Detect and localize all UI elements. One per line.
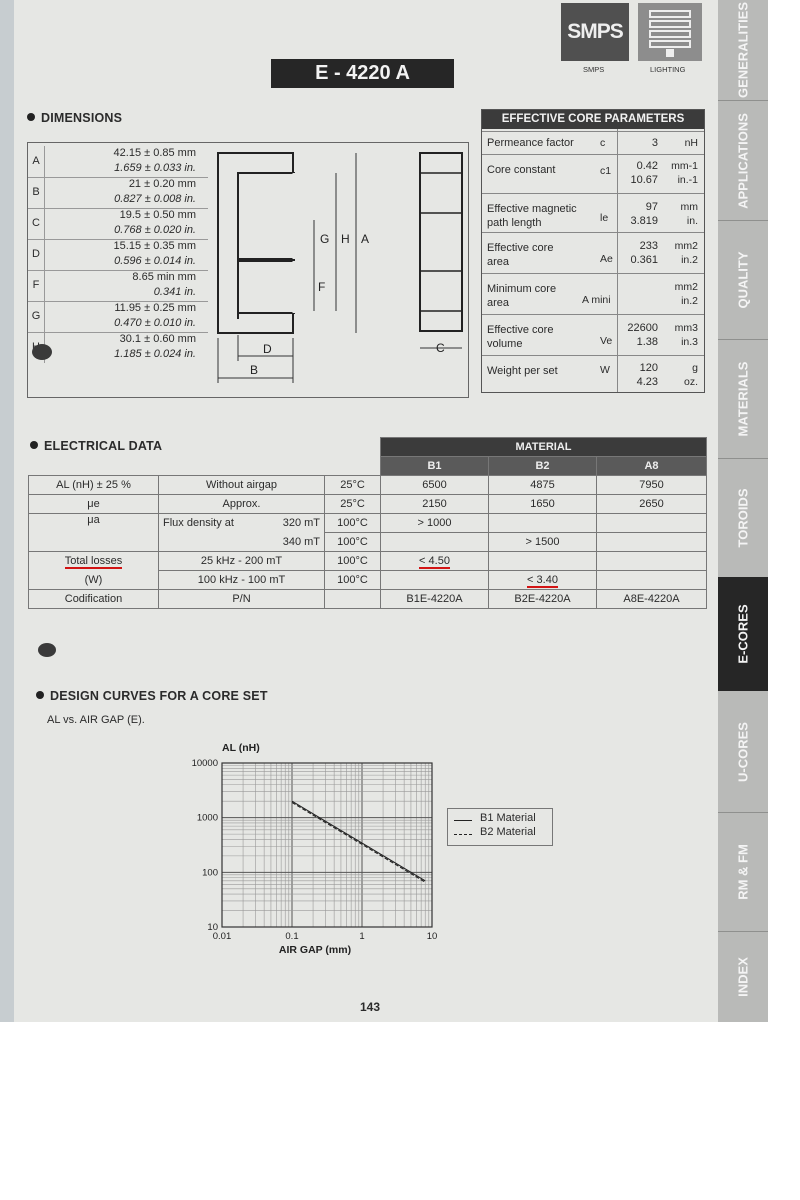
table-row: (W) 100 kHz - 100 mT 100°C < 3.40 <box>29 571 707 590</box>
page-number: 143 <box>360 1000 381 1014</box>
param-row: Permeance factor c 3 nH <box>482 131 704 154</box>
lighting-caption: LIGHTING <box>650 65 686 74</box>
param-row: Weight per set W 120 4.23 g oz. <box>482 355 704 393</box>
dim-row: C 19.5 ± 0.50 mm 0.768 ± 0.020 in. <box>28 208 208 240</box>
y-tick-label: 10000 <box>191 758 218 769</box>
x-tick-label: 1 <box>359 931 365 942</box>
dim-row: F 8.65 min mm 0.341 in. <box>28 270 208 302</box>
effective-core-parameters <box>481 109 705 393</box>
dim-row: A 42.15 ± 0.85 mm 1.659 ± 0.033 in. <box>28 146 208 178</box>
legend-swatch-b1 <box>454 820 472 821</box>
dim-row: D 15.15 ± 0.35 mm 0.596 ± 0.014 in. <box>28 239 208 271</box>
label-c: C <box>436 341 445 355</box>
dim-row: 30.1 ± 0.60 mm 1.185 ± 0.024 in. <box>28 332 208 363</box>
tab-materials[interactable]: MATERIALS <box>735 361 751 437</box>
table-row: AL (nH) ± 25 % Without airgap 25°C 6500 4875 7950 <box>29 476 707 495</box>
param-row: Effective core volume Ve 22600 1.38 mm3 in.3 <box>482 314 704 355</box>
left-edge <box>0 0 14 1022</box>
param-row: Core constant c1 0.42 10.67 mm-1 in.-1 <box>482 154 704 193</box>
tab-u-cores[interactable]: U-CORES <box>735 722 751 782</box>
label-g: G <box>320 232 330 246</box>
y-axis-label: AL (nH) <box>222 742 260 754</box>
tab-quality[interactable]: QUALITY <box>735 251 751 309</box>
table-row: Codification P/N B1E-4220A B2E-4220A A8E-4220A <box>29 590 707 609</box>
chart-legend <box>447 808 553 846</box>
x-tick-label: 0.01 <box>212 931 232 942</box>
electrical-heading: ELECTRICAL DATA <box>30 439 162 453</box>
dim-row: B 21 ± 0.20 mm 0.827 ± 0.008 in. <box>28 177 208 209</box>
legend-b2: B2 Material <box>480 826 536 838</box>
binder-hole <box>38 643 56 657</box>
label-f: F <box>318 280 326 294</box>
core-drawing <box>208 143 466 395</box>
x-tick-label: 10 <box>426 931 438 942</box>
tab-applications[interactable]: APPLICATIONS <box>735 112 751 209</box>
dim-row: G 11.95 ± 0.25 mm 0.470 ± 0.010 in. <box>28 301 208 333</box>
legend-b1: B1 Material <box>480 812 536 824</box>
lighting-logo <box>638 3 702 61</box>
y-tick-label: 10 <box>207 922 218 933</box>
ecp-heading: EFFECTIVE CORE PARAMETERS <box>482 110 704 129</box>
tab-toroids[interactable]: TOROIDS <box>735 488 751 547</box>
material-b1: B1 <box>381 457 489 476</box>
legend-swatch-b2 <box>454 834 472 835</box>
smps-caption: SMPS <box>583 65 605 74</box>
y-tick-label: 100 <box>202 867 218 879</box>
material-a8: A8 <box>597 457 707 476</box>
smps-logo: SMPS <box>561 3 629 61</box>
electrical-table <box>28 437 707 609</box>
al-vs-airgap-chart <box>180 735 460 965</box>
x-tick-label: 0.1 <box>285 931 299 942</box>
label-b: B <box>250 363 259 377</box>
design-curves-heading: DESIGN CURVES FOR A CORE SET <box>36 689 268 703</box>
param-row: Minimum core area A mini mm2 in.2 <box>482 273 704 314</box>
material-header: MATERIAL <box>381 438 707 457</box>
page-title: E - 4220 A <box>271 59 454 88</box>
dimensions-heading: DIMENSIONS <box>27 111 122 125</box>
param-row: Effective magnetic path length le 97 3.819 mm in. <box>482 193 704 232</box>
param-row: Effective core area Ae 233 0.361 mm2 in.2 <box>482 232 704 273</box>
tab-index[interactable]: INDEX <box>735 957 751 997</box>
table-row: μe Approx. 25°C 2150 1650 2650 <box>29 495 707 514</box>
x-axis-label: AIR GAP (mm) <box>278 944 352 956</box>
tab-e-cores[interactable]: E-CORES <box>718 577 768 691</box>
plot-frame <box>222 763 432 927</box>
label-d: D <box>263 342 272 356</box>
table-row: Total losses 25 kHz - 200 mT 100°C < 4.50 <box>29 552 707 571</box>
chart-subtitle: AL vs. AIR GAP (E). <box>47 714 145 726</box>
binder-hole <box>32 344 52 360</box>
y-tick-label: 1000 <box>196 812 218 824</box>
lamp-icon <box>638 3 702 61</box>
label-h: H <box>341 232 350 246</box>
tab-rm-fm[interactable]: RM & FM <box>735 844 751 900</box>
tab-generalities[interactable]: GENERALITIES <box>735 1 751 99</box>
table-row: μa Flux density at 320 mT 100°C > 1000 <box>29 514 707 533</box>
label-a: A <box>361 232 370 246</box>
material-b2: B2 <box>489 457 597 476</box>
dimensions-box <box>27 142 469 398</box>
table-row: 340 mT 100°C > 1500 <box>29 533 707 552</box>
